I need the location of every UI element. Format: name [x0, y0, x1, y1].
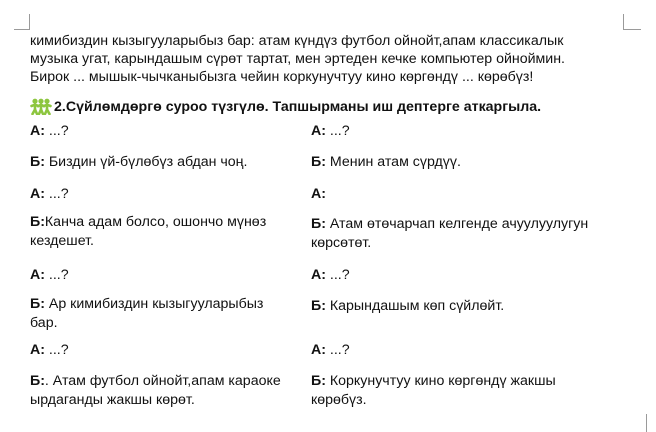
speaker-label: А:: [30, 186, 45, 202]
dialogue-text: Менин атам сүрдүү.: [325, 154, 461, 170]
speaker-label: А:: [30, 267, 45, 283]
speaker-label: А:: [30, 342, 45, 358]
dialogue-line: [30, 372, 285, 410]
dialogue-text: ...?: [44, 267, 69, 283]
dialogue-text: ...?: [325, 342, 350, 358]
intro-line: музыка угат, карындашым сүрөт тартат, мен эртеден кечке компьютер ойноймин.: [30, 51, 565, 67]
speaker-label: Б:: [311, 298, 326, 314]
people-group-icon: [30, 98, 54, 115]
speaker-label: Б:: [311, 373, 326, 389]
dialogue-line: [30, 185, 285, 204]
speaker-label: Б:: [30, 373, 45, 389]
crop-mark-left-horizontal: [14, 29, 30, 30]
dialogue-text: Ар кимибиздин кызыгууларыбыз бар.: [30, 296, 264, 331]
crop-mark-right-horizontal: [623, 29, 641, 30]
dialogue-line: [311, 215, 611, 253]
speaker-label: А:: [311, 342, 326, 358]
dialogue-text: Биздин үй-бүлөбүз абдан чоң.: [44, 154, 248, 170]
dialogue-text: ...?: [44, 342, 69, 358]
dialogue-text: ...?: [325, 123, 350, 139]
intro-line: кимибиздин кызыгууларыбыз бар: атам күндүз футбол ойнойт,апам классикалык: [30, 33, 564, 49]
dialogue-text: ...?: [325, 267, 350, 283]
crop-mark-bottom-right: [646, 414, 647, 432]
dialogue-line: [30, 341, 285, 360]
intro-line: Бирок ... мышык-чычканыбызга чейин коркунучтуу кино көргөндү ... көрөбүз!: [30, 69, 534, 85]
dialogue-text: ...?: [44, 186, 69, 202]
speaker-label: Б:: [311, 216, 326, 232]
dialogue-text: ...?: [44, 123, 69, 139]
dialogue-line: [311, 266, 611, 285]
dialogue-line: [30, 153, 285, 172]
dialogue-line: [30, 122, 285, 141]
speaker-label: Б:: [311, 154, 326, 170]
speaker-label: Б:: [30, 154, 45, 170]
speaker-label: А:: [30, 123, 45, 139]
dialogue-line: [30, 266, 285, 285]
dialogue-line: [311, 185, 611, 204]
task-heading: [30, 98, 541, 115]
speaker-label: Б:: [30, 296, 45, 312]
dialogue-line: [311, 297, 611, 316]
dialogue-text: Атам өтөчарчап келгенде ачуулуулугун көрсөтөт.: [311, 216, 589, 251]
dialogue-line: [30, 295, 285, 333]
speaker-label: Б:: [30, 214, 45, 230]
dialogue-text: Канча адам болсо, ошончо мүнөз кездешет.: [30, 214, 267, 249]
speaker-label: А:: [311, 267, 326, 283]
dialogue-line: [311, 372, 586, 410]
dialogue-line: [311, 153, 611, 172]
dialogue-text: . Атам футбол ойнойт,апам караоке ырдаганды жакшы көрөт.: [30, 373, 281, 408]
dialogue-line: [311, 341, 611, 360]
dialogue-text: Коркунучтуу кино көргөндү жакшы көрөбүз.: [311, 373, 556, 408]
dialogue-line: [30, 213, 285, 251]
speaker-label: А:: [311, 186, 326, 202]
task-title: 2.Сүйлөмдөргө суроо түзгүлө. Тапшырманы иш дептерге аткаргыла.: [54, 98, 542, 115]
intro-paragraph: [30, 32, 640, 86]
crop-mark-left-vertical: [29, 14, 30, 30]
dialogue-line: [311, 122, 611, 141]
crop-mark-right-vertical: [623, 14, 624, 30]
dialogue-text: Карындашым көп сүйлөйт.: [325, 298, 505, 314]
speaker-label: А:: [311, 123, 326, 139]
